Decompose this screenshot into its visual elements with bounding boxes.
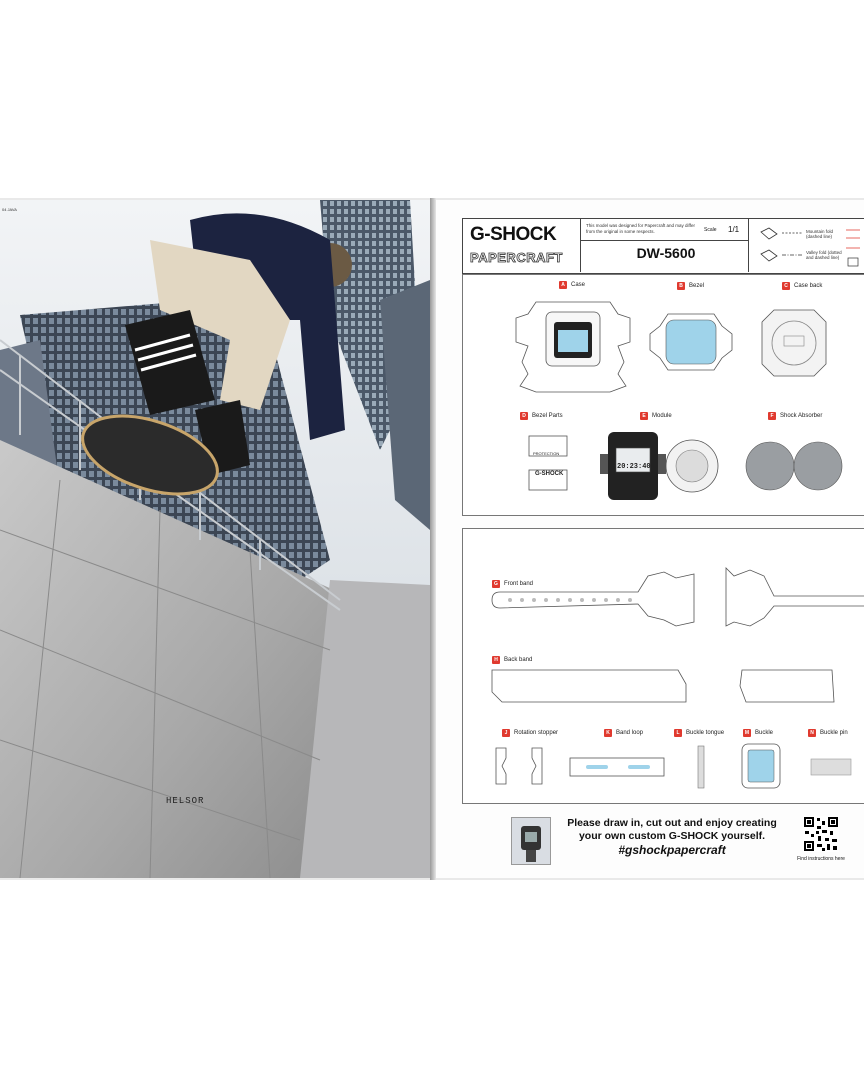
mountain-fold-label: Mountain fold (dashed line) [806,229,834,239]
module-display-time: 20:23:40 [617,463,651,471]
part-label-front-band: G Front band [492,580,533,588]
scale-value: 1/1 [728,225,740,234]
buckle-cutout [740,742,782,790]
watch-thumbnail [511,817,551,865]
buckle-pin-cutout [810,758,852,776]
part-label-band-loop: K Band loop [604,729,643,737]
part-label-bezel: B Bezel [677,282,704,290]
part-label-case: A Case [559,281,585,289]
buckle-tongue-cutout [695,744,707,790]
back-band-cutout [488,664,864,706]
header-divider [580,218,581,272]
valley-fold-label: Valley fold (dotted and dashed line) [806,250,842,260]
bezel-gshock-text: G-SHOCK [535,471,564,477]
header-rule [580,240,748,241]
bezel-parts-cutout [523,432,573,496]
footer-line-2: your own custom G-SHOCK yourself. [578,830,766,842]
qr-caption: Find instructions here [797,856,845,862]
bezel-cutout [648,310,734,374]
bezel-protection-text: PROTECTION [533,451,560,456]
part-label-shock-absorber: F Shock Absorber [768,412,822,420]
part-label-buckle: M Buckle [744,730,774,736]
part-label-buckle-pin: N Buckle pin [808,729,848,737]
skateboard-photo [0,200,430,878]
part-label-module: E Module [640,412,672,420]
header-divider [748,218,749,272]
fold-line-samples [782,228,862,268]
photo-credit: HELSOR [166,796,205,806]
model-number: DW-5600 [636,245,696,261]
footer-line-1: Please draw in, cut out and enjoy creating [567,817,777,829]
case-cutout [514,292,632,396]
band-loop-cutout [568,756,668,778]
part-label-bezel-parts: D Bezel Parts [520,412,563,420]
front-band-cutout [488,564,864,634]
part-label-buckle-tongue: L Buckle tongue [674,729,724,737]
hashtag: #gshockpapercraft [618,843,726,857]
part-label-rotation-stopper: J Rotation stopper [502,729,558,737]
g-shock-logo [470,224,578,268]
rotation-stopper-cutout [492,744,548,788]
brand-name: G-SHOCK [470,224,557,245]
footer-instructions [556,817,788,843]
sub-brand: PAPERCRAFT [470,250,563,265]
part-label-case-back: C Case back [782,282,822,290]
qr-code-icon [803,816,839,852]
page-number: 04 JAVA [2,207,17,212]
scale-label: Scale [704,227,717,233]
shock-absorber-cutout [742,436,846,496]
part-label-back-band: H Back band [492,656,532,664]
fold-legend-icon [758,226,780,266]
case-back-cutout [758,306,830,380]
disclaimer-text: This model was designed for Papercraft and may differ from the original in some respects. [586,223,695,234]
